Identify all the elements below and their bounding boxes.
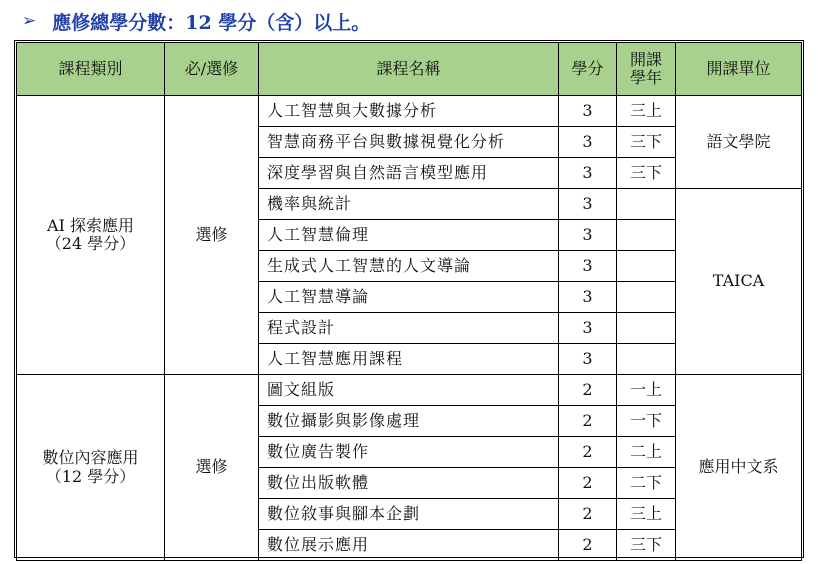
category-credits: （12 學分） <box>45 466 136 486</box>
course-year: 一上 <box>617 375 676 406</box>
course-year: 三上 <box>617 499 676 530</box>
category-cell <box>17 96 165 375</box>
course-year: 二下 <box>617 468 676 499</box>
unit-cell: 語文學院 <box>676 96 802 189</box>
course-table-frame <box>14 40 804 558</box>
course-credits: 3 <box>559 127 617 158</box>
header-year <box>617 43 676 96</box>
header-credits: 學分 <box>559 43 617 96</box>
course-name: 機率與統計 <box>259 189 559 220</box>
course-name: 數位展示應用 <box>259 530 559 561</box>
course-name: 程式設計 <box>259 313 559 344</box>
course-year <box>617 189 676 220</box>
course-credits: 3 <box>559 344 617 375</box>
category-name: 數位內容應用 <box>42 448 139 468</box>
unit-cell: 應用中文系 <box>676 375 802 561</box>
course-name: 人工智慧應用課程 <box>259 344 559 375</box>
category-credits: （24 學分） <box>45 234 136 253</box>
header-required: 必/選修 <box>165 43 259 96</box>
course-year: 三下 <box>617 530 676 561</box>
course-name: 數位廣告製作 <box>259 437 559 468</box>
course-credits: 2 <box>559 468 617 499</box>
course-credits: 3 <box>559 96 617 127</box>
course-credits: 2 <box>559 530 617 561</box>
table-row <box>17 375 802 406</box>
section-heading <box>22 7 370 35</box>
required-cell: 選修 <box>165 96 259 375</box>
header-unit: 開課單位 <box>676 43 802 96</box>
course-credits: 3 <box>559 189 617 220</box>
course-name: 數位敘事與腳本企劃 <box>259 499 559 530</box>
course-name: 數位攝影與影像處理 <box>259 406 559 437</box>
course-credits: 3 <box>559 220 617 251</box>
course-year <box>617 251 676 282</box>
course-credits: 2 <box>559 375 617 406</box>
category-cell <box>17 375 165 561</box>
heading-title: 應修總學分數：12 學分（含）以上。 <box>52 11 371 34</box>
header-year-line2: 學年 <box>629 68 662 87</box>
course-name: 圖文組版 <box>259 375 559 406</box>
course-name: 人工智慧倫理 <box>259 220 559 251</box>
course-year: 三下 <box>617 127 676 158</box>
course-credits: 3 <box>559 282 617 313</box>
course-credits: 2 <box>559 406 617 437</box>
arrow-bullet-icon: ➢ <box>22 11 37 31</box>
course-credits: 3 <box>559 158 617 189</box>
header-course: 課程名稱 <box>259 43 559 96</box>
course-year <box>617 282 676 313</box>
course-year <box>617 344 676 375</box>
course-year: 三下 <box>617 158 676 189</box>
header-category: 課程類別 <box>17 43 165 96</box>
course-year: 二上 <box>617 437 676 468</box>
course-name: 深度學習與自然語言模型應用 <box>259 158 559 189</box>
course-year: 三上 <box>617 96 676 127</box>
course-credits: 2 <box>559 499 617 530</box>
course-credits: 3 <box>559 251 617 282</box>
course-name: 生成式人工智慧的人文導論 <box>259 251 559 282</box>
category-name: AI 探索應用 <box>47 215 134 235</box>
course-year: 一下 <box>617 406 676 437</box>
unit-cell: TAICA <box>676 189 802 375</box>
course-name: 數位出版軟體 <box>259 468 559 499</box>
table-header-row <box>17 43 802 96</box>
course-credits: 3 <box>559 313 617 344</box>
course-year <box>617 313 676 344</box>
table-row <box>17 96 802 127</box>
required-cell: 選修 <box>165 375 259 561</box>
course-name: 智慧商務平台與數據視覺化分析 <box>259 127 559 158</box>
header-year-line1: 開課 <box>629 49 662 69</box>
course-table <box>16 42 802 561</box>
course-name: 人工智慧導論 <box>259 282 559 313</box>
course-year <box>617 220 676 251</box>
course-credits: 2 <box>559 437 617 468</box>
course-name: 人工智慧與大數據分析 <box>259 96 559 127</box>
